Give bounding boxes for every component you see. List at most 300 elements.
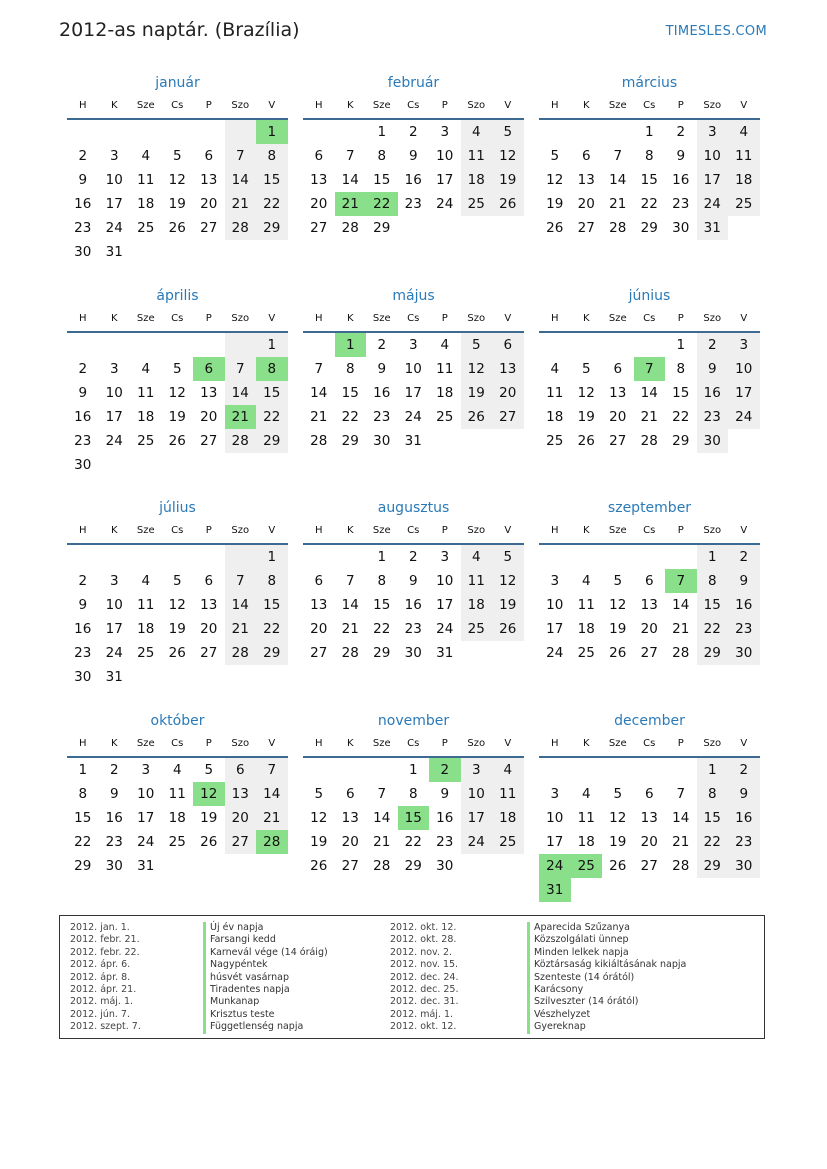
- weekday-header: H: [539, 307, 571, 333]
- day-cell: 8: [408, 786, 418, 802]
- day-cell: 16: [728, 806, 760, 830]
- day-cell: 23: [728, 617, 760, 641]
- legend-holiday-name: Tiradentes napja: [203, 984, 328, 996]
- weekday-header: K: [571, 519, 603, 545]
- day-cell: 16: [404, 172, 422, 188]
- day-cell: 20: [609, 409, 627, 425]
- day-cell: 1: [676, 337, 686, 353]
- weekday-header: K: [335, 94, 367, 120]
- day-cell: 21: [672, 621, 690, 637]
- day-cell: 13: [640, 597, 658, 613]
- day-cell: 26: [168, 433, 186, 449]
- day-cell: 17: [546, 834, 564, 850]
- weekday-header: Cs: [398, 732, 430, 758]
- day-cell: 17: [137, 810, 155, 826]
- weekday-header: Sze: [130, 307, 162, 333]
- day-cell: 2: [676, 124, 686, 140]
- empty-day-cell: [67, 333, 99, 357]
- day-cell: 28: [225, 216, 257, 240]
- day-cell: 2: [697, 333, 729, 357]
- day-cell: 29: [373, 645, 391, 661]
- weekday-header: Cs: [634, 732, 666, 758]
- empty-day-cell: [303, 545, 335, 569]
- day-cell: 29: [672, 433, 690, 449]
- weekday-header: Sze: [602, 519, 634, 545]
- legend-date: 2012. dec. 25.: [390, 984, 459, 996]
- weekday-header: K: [335, 307, 367, 333]
- month-7: [303, 495, 524, 665]
- day-cell: 13: [310, 172, 328, 188]
- day-cell: 30: [74, 244, 92, 260]
- day-cell: 3: [550, 786, 560, 802]
- day-cell: 13: [341, 810, 359, 826]
- day-cell: 6: [225, 758, 257, 782]
- day-cell: 25: [168, 834, 186, 850]
- empty-day-cell: [634, 758, 666, 782]
- weekday-header: Cs: [634, 519, 666, 545]
- weekday-header: Sze: [130, 732, 162, 758]
- day-cell: 10: [105, 597, 123, 613]
- day-cell: 28: [225, 641, 257, 665]
- weekday-header: K: [571, 732, 603, 758]
- day-cell: 12: [546, 172, 564, 188]
- day-cell: 28: [341, 220, 359, 236]
- day-cell: 2: [78, 361, 88, 377]
- legend-holiday-name: Vészhelyzet: [527, 1009, 686, 1021]
- empty-day-cell: [130, 333, 162, 357]
- day-cell: 15: [697, 806, 729, 830]
- month-name: október: [150, 713, 205, 729]
- legend-date: 2012. jún. 7.: [70, 1008, 131, 1020]
- legend-holiday-name: Függetlenség napja: [203, 1021, 328, 1033]
- day-cell: 20: [200, 621, 218, 637]
- weekday-header: K: [571, 94, 603, 120]
- day-cell: 22: [74, 834, 92, 850]
- weekday-header: H: [67, 732, 99, 758]
- day-cell: 4: [550, 361, 560, 377]
- day-cell: 30: [74, 669, 92, 685]
- day-cell: 21: [310, 409, 328, 425]
- day-cell: 5: [613, 786, 623, 802]
- day-cell: 26: [577, 433, 595, 449]
- day-cell: 18: [461, 168, 493, 192]
- empty-day-cell: [539, 545, 571, 569]
- empty-day-cell: [602, 545, 634, 569]
- empty-day-cell: [665, 758, 697, 782]
- legend-date: 2012. nov. 15.: [390, 959, 459, 971]
- weekday-header: Sze: [130, 94, 162, 120]
- day-cell: 30: [404, 645, 422, 661]
- holiday-day-cell: 1: [335, 333, 367, 357]
- day-cell: 18: [168, 810, 186, 826]
- day-cell: 22: [672, 409, 690, 425]
- day-cell: 22: [697, 617, 729, 641]
- day-cell: 15: [74, 810, 92, 826]
- day-cell: 24: [105, 433, 123, 449]
- day-cell: 16: [74, 621, 92, 637]
- weekday-header: Szo: [225, 307, 257, 333]
- page-title: 2012-as naptár. (Brazília): [59, 19, 300, 41]
- weekday-header: V: [728, 94, 760, 120]
- day-cell: 29: [697, 641, 729, 665]
- day-cell: 13: [200, 597, 218, 613]
- empty-day-cell: [571, 120, 603, 144]
- day-cell: 29: [256, 641, 288, 665]
- day-cell: 12: [492, 569, 524, 593]
- weekday-header: P: [193, 307, 225, 333]
- day-cell: 5: [613, 573, 623, 589]
- day-cell: 30: [728, 641, 760, 665]
- day-cell: 18: [137, 621, 155, 637]
- day-cell: 9: [408, 148, 418, 164]
- day-cell: 20: [492, 381, 524, 405]
- day-cell: 21: [640, 409, 658, 425]
- month-10: [303, 708, 524, 878]
- weekday-header: Szo: [697, 307, 729, 333]
- legend-date: 2012. ápr. 6.: [70, 959, 131, 971]
- day-cell: 14: [225, 593, 257, 617]
- day-cell: 28: [609, 220, 627, 236]
- day-cell: 6: [204, 573, 214, 589]
- day-cell: 3: [109, 573, 119, 589]
- day-cell: 25: [492, 830, 524, 854]
- day-cell: 4: [461, 120, 493, 144]
- weekday-header: Szo: [225, 732, 257, 758]
- day-cell: 28: [373, 858, 391, 874]
- weekday-header: P: [193, 94, 225, 120]
- empty-day-cell: [571, 333, 603, 357]
- day-cell: 15: [373, 597, 391, 613]
- day-cell: 5: [314, 786, 324, 802]
- day-cell: 4: [728, 120, 760, 144]
- day-cell: 26: [492, 617, 524, 641]
- day-cell: 6: [204, 148, 214, 164]
- empty-day-cell: [539, 333, 571, 357]
- weekday-header: Szo: [697, 94, 729, 120]
- holiday-day-cell: 28: [256, 830, 288, 854]
- day-cell: 1: [377, 549, 387, 565]
- empty-day-cell: [303, 333, 335, 357]
- legend-holiday-name: Karnevál vége (14 óráig): [203, 947, 328, 959]
- day-cell: 31: [404, 433, 422, 449]
- day-cell: 14: [672, 597, 690, 613]
- day-cell: 27: [640, 645, 658, 661]
- day-cell: 16: [74, 409, 92, 425]
- day-cell: 4: [581, 573, 591, 589]
- weekday-header: Szo: [697, 732, 729, 758]
- day-cell: 26: [168, 645, 186, 661]
- month-name: augusztus: [377, 500, 450, 516]
- day-cell: 3: [697, 120, 729, 144]
- day-cell: 11: [137, 385, 155, 401]
- day-cell: 11: [137, 597, 155, 613]
- day-cell: 11: [728, 144, 760, 168]
- weekday-header: Cs: [162, 732, 194, 758]
- day-cell: 27: [200, 645, 218, 661]
- day-cell: 20: [310, 621, 328, 637]
- day-cell: 24: [436, 621, 454, 637]
- day-cell: 25: [577, 645, 595, 661]
- legend-date: 2012. szept. 7.: [70, 1021, 141, 1033]
- day-cell: 12: [577, 385, 595, 401]
- day-cell: 24: [436, 196, 454, 212]
- day-cell: 14: [609, 172, 627, 188]
- day-cell: 23: [74, 433, 92, 449]
- day-cell: 19: [168, 409, 186, 425]
- month-3: [67, 283, 288, 477]
- empty-day-cell: [366, 758, 398, 782]
- day-cell: 15: [697, 593, 729, 617]
- day-cell: 10: [697, 144, 729, 168]
- day-cell: 26: [310, 858, 328, 874]
- day-cell: 12: [168, 385, 186, 401]
- day-cell: 19: [461, 381, 493, 405]
- month-8: [539, 495, 760, 665]
- day-cell: 6: [492, 333, 524, 357]
- weekday-header: Szo: [461, 519, 493, 545]
- weekday-header: K: [335, 519, 367, 545]
- weekday-header: Szo: [461, 307, 493, 333]
- day-cell: 20: [200, 409, 218, 425]
- day-cell: 4: [141, 573, 151, 589]
- legend-date: 2012. máj. 1.: [390, 1008, 454, 1020]
- day-cell: 29: [697, 854, 729, 878]
- empty-day-cell: [303, 758, 335, 782]
- day-cell: 7: [345, 148, 355, 164]
- weekday-header: Szo: [225, 519, 257, 545]
- weekday-header: H: [539, 519, 571, 545]
- day-cell: 1: [377, 124, 387, 140]
- day-cell: 14: [373, 810, 391, 826]
- day-cell: 27: [640, 858, 658, 874]
- holiday-day-cell: 21: [335, 192, 367, 216]
- day-cell: 26: [492, 192, 524, 216]
- day-cell: 28: [672, 858, 690, 874]
- legend-holiday-name: Krisztus teste: [203, 1009, 328, 1021]
- day-cell: 1: [697, 545, 729, 569]
- day-cell: 21: [373, 834, 391, 850]
- day-cell: 17: [404, 385, 422, 401]
- day-cell: 1: [256, 545, 288, 569]
- day-cell: 23: [404, 621, 422, 637]
- weekday-header: H: [303, 519, 335, 545]
- day-cell: 13: [577, 172, 595, 188]
- weekday-header: Cs: [634, 307, 666, 333]
- day-cell: 17: [436, 597, 454, 613]
- day-cell: 25: [728, 192, 760, 216]
- weekday-header: Szo: [225, 94, 257, 120]
- weekday-header: Cs: [162, 307, 194, 333]
- weekday-header: P: [193, 519, 225, 545]
- day-cell: 1: [78, 762, 88, 778]
- day-cell: 30: [728, 854, 760, 878]
- day-cell: 21: [225, 617, 257, 641]
- day-cell: 11: [461, 144, 493, 168]
- day-cell: 22: [640, 196, 658, 212]
- legend-date: 2012. ápr. 8.: [70, 971, 131, 983]
- holiday-day-cell: 24: [539, 854, 571, 878]
- weekday-header: Sze: [602, 307, 634, 333]
- day-cell: 8: [644, 148, 654, 164]
- day-cell: 21: [341, 621, 359, 637]
- day-cell: 29: [640, 220, 658, 236]
- month-name: január: [155, 75, 200, 91]
- day-cell: 28: [225, 429, 257, 453]
- day-cell: 14: [672, 810, 690, 826]
- day-cell: 23: [74, 220, 92, 236]
- day-cell: 14: [310, 385, 328, 401]
- day-cell: 27: [310, 220, 328, 236]
- day-cell: 24: [105, 220, 123, 236]
- holiday-day-cell: 21: [225, 405, 257, 429]
- empty-day-cell: [162, 120, 194, 144]
- day-cell: 16: [697, 381, 729, 405]
- day-cell: 3: [109, 148, 119, 164]
- day-cell: 15: [672, 385, 690, 401]
- day-cell: 15: [256, 381, 288, 405]
- day-cell: 16: [105, 810, 123, 826]
- holiday-day-cell: 31: [539, 878, 571, 902]
- day-cell: 25: [546, 433, 564, 449]
- day-cell: 25: [436, 409, 454, 425]
- holiday-day-cell: 8: [256, 357, 288, 381]
- day-cell: 22: [256, 617, 288, 641]
- day-cell: 20: [341, 834, 359, 850]
- day-cell: 16: [373, 385, 391, 401]
- legend-date: 2012. dec. 31.: [390, 996, 459, 1008]
- legend-holiday-name: Karácsony: [527, 984, 686, 996]
- weekday-header: H: [539, 732, 571, 758]
- day-cell: 6: [613, 361, 623, 377]
- day-cell: 19: [168, 196, 186, 212]
- month-name: szeptember: [607, 500, 692, 516]
- holiday-day-cell: 12: [193, 782, 225, 806]
- day-cell: 7: [377, 786, 387, 802]
- weekday-header: H: [303, 94, 335, 120]
- month-4: [303, 283, 524, 453]
- day-cell: 13: [310, 597, 328, 613]
- day-cell: 23: [404, 196, 422, 212]
- day-cell: 30: [373, 433, 391, 449]
- legend-holiday-name: Nagypéntek: [203, 959, 328, 971]
- empty-day-cell: [225, 545, 257, 569]
- day-cell: 6: [581, 148, 591, 164]
- day-cell: 13: [200, 385, 218, 401]
- day-cell: 18: [577, 621, 595, 637]
- day-cell: 9: [728, 569, 760, 593]
- day-cell: 7: [225, 569, 257, 593]
- day-cell: 19: [546, 196, 564, 212]
- day-cell: 14: [256, 782, 288, 806]
- day-cell: 17: [105, 409, 123, 425]
- day-cell: 9: [728, 782, 760, 806]
- day-cell: 24: [697, 192, 729, 216]
- day-cell: 8: [377, 573, 387, 589]
- day-cell: 31: [697, 216, 729, 240]
- weekday-header: P: [665, 94, 697, 120]
- day-cell: 15: [373, 172, 391, 188]
- day-cell: 7: [225, 357, 257, 381]
- day-cell: 22: [373, 621, 391, 637]
- day-cell: 5: [172, 148, 182, 164]
- day-cell: 8: [256, 569, 288, 593]
- weekday-header: H: [303, 307, 335, 333]
- brand-link[interactable]: TIMESLES.COM: [665, 24, 767, 39]
- day-cell: 10: [436, 148, 454, 164]
- day-cell: 18: [436, 385, 454, 401]
- day-cell: 3: [728, 333, 760, 357]
- day-cell: 4: [172, 762, 182, 778]
- day-cell: 9: [408, 573, 418, 589]
- legend-date: 2012. dec. 24.: [390, 971, 459, 983]
- day-cell: 12: [609, 597, 627, 613]
- day-cell: 8: [256, 144, 288, 168]
- weekday-header: V: [492, 307, 524, 333]
- day-cell: 20: [640, 834, 658, 850]
- month-11: [539, 708, 760, 902]
- day-cell: 20: [225, 806, 257, 830]
- day-cell: 17: [546, 621, 564, 637]
- day-cell: 27: [341, 858, 359, 874]
- day-cell: 3: [408, 337, 418, 353]
- day-cell: 6: [644, 573, 654, 589]
- day-cell: 19: [492, 593, 524, 617]
- day-cell: 28: [672, 645, 690, 661]
- day-cell: 10: [404, 361, 422, 377]
- legend-holiday-name: Minden lelkek napja: [527, 947, 686, 959]
- weekday-header: Szo: [461, 94, 493, 120]
- day-cell: 29: [256, 216, 288, 240]
- day-cell: 15: [640, 172, 658, 188]
- weekday-header: Sze: [366, 519, 398, 545]
- day-cell: 9: [109, 786, 119, 802]
- weekday-header: K: [99, 732, 131, 758]
- month-name: december: [614, 713, 685, 729]
- empty-day-cell: [162, 333, 194, 357]
- month-0: [67, 70, 288, 264]
- day-cell: 19: [310, 834, 328, 850]
- month-2: [539, 70, 760, 240]
- weekday-header: P: [665, 732, 697, 758]
- day-cell: 29: [373, 220, 391, 236]
- weekday-header: P: [429, 519, 461, 545]
- day-cell: 2: [109, 762, 119, 778]
- weekday-header: K: [99, 519, 131, 545]
- day-cell: 13: [640, 810, 658, 826]
- day-cell: 5: [172, 573, 182, 589]
- month-5: [539, 283, 760, 453]
- empty-day-cell: [571, 758, 603, 782]
- day-cell: 26: [546, 220, 564, 236]
- empty-day-cell: [335, 545, 367, 569]
- day-cell: 4: [141, 361, 151, 377]
- day-cell: 12: [461, 357, 493, 381]
- day-cell: 17: [728, 381, 760, 405]
- day-cell: 31: [137, 858, 155, 874]
- day-cell: 15: [341, 385, 359, 401]
- empty-day-cell: [67, 120, 99, 144]
- holiday-day-cell: 15: [398, 806, 430, 830]
- day-cell: 7: [345, 573, 355, 589]
- day-cell: 2: [78, 148, 88, 164]
- day-cell: 18: [546, 409, 564, 425]
- day-cell: 23: [74, 645, 92, 661]
- day-cell: 3: [109, 361, 119, 377]
- day-cell: 11: [436, 361, 454, 377]
- day-cell: 14: [640, 385, 658, 401]
- weekday-header: V: [728, 519, 760, 545]
- month-1: [303, 70, 524, 240]
